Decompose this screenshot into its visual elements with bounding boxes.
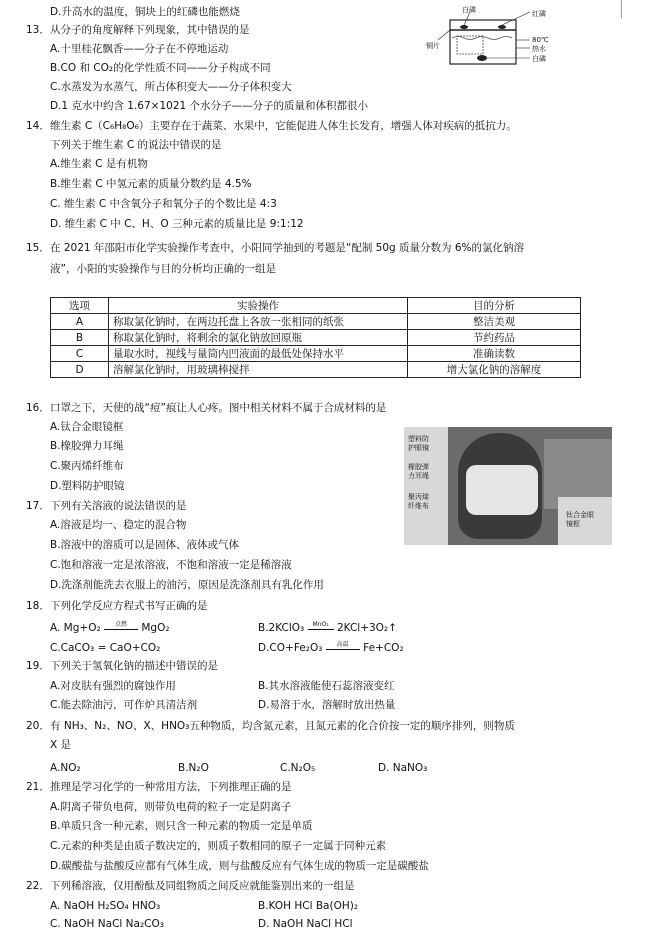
fig-label-white-phosphorus: 白磷 [462,6,476,14]
q21-stem: 21．推理是学习化学的一种常用方法，下列推理正确的是 [26,781,292,793]
q14-option-b: B.维生素 C 中氢元素的质量分数约是 4.5% [50,178,252,190]
white-phosphorus-water [477,55,487,61]
q14-option-a: A.维生素 C 是有机物 [50,158,148,170]
page-edge-mark [621,0,622,18]
q20-stem-cont: X 是 [50,739,72,751]
q19-option-b: B.其水溶液能使石蕊溶液变红 [258,680,395,692]
q16-option-a: A.钛合金眼镜框 [50,421,124,433]
q16-stem: 16．口罩之下，天使的战“痘”痕让人心疼。图中相关材料不属于合成材料的是 [26,402,387,414]
table-header: 选项 [51,298,109,314]
q17-option-d: D.洗涤剂能洗去衣服上的油污，原因是洗涤剂具有乳化作用 [50,579,324,591]
q14-stem-cont: 下列关于维生素 C 的说法中错误的是 [50,139,222,151]
q20-option-a: A.NO₂ [50,762,81,774]
mask-shape [466,465,538,515]
q22-option-d: D. NaOH NaCl HCl [258,918,353,930]
q18-stem: 18．下列化学反应方程式书写正确的是 [26,600,208,612]
q22-option-c: C. NaOH NaCl Na₂CO₃ [50,918,164,930]
q15-stem: 15．在 2021 年邵阳市化学实验操作考查中，小阳同学抽到的考题是“配制 50g 质量分数为 6%的氯化钠溶 [26,242,525,254]
table-header: 目的分析 [408,298,581,314]
q21-option-b: B.单质只含一种元素，则只含一种元素的物质一定是单质 [50,820,313,832]
q17-option-a: A.溶液是均一、稳定的混合物 [50,519,187,531]
q16-option-c: C.聚丙烯纤维布 [50,460,124,472]
table-cell: 整洁美观 [408,314,581,330]
q19-stem: 19．下列关于氢氧化钠的描述中错误的是 [26,660,218,672]
table-cell: 溶解氯化钠时，用玻璃棒搅拌 [109,362,408,378]
q14-option-c: C. 维生素 C 中含氧分子和氧分子的个数比是 4:3 [50,198,277,210]
q13-option-d: D.1 克水中约含 1.67×1021 个水分子——分子的质量和体积都很小 [50,100,369,112]
table-cell: B [51,330,109,346]
table-cell: 量取水时，视线与量筒内凹液面的最低处保持水平 [109,346,408,362]
fig-label-red-phosphorus: 红磷 [532,10,546,18]
q16-option-b: B.橡胶弹力耳绳 [50,440,124,452]
fig-label-hot-water: 热水 [532,45,546,53]
q14-stem: 14．维生素 C（C₆H₈O₆）主要存在于蔬菜、水果中，它能促进人体生长发育，增强人体对疾病的抵抗力。 [26,120,517,132]
mask-photo [404,427,612,545]
table-cell: 节约药品 [408,330,581,346]
photo-label-frame: 钛合金眼镜框 [566,511,594,528]
reaction-arrow: MnO₂ [308,621,334,630]
fig-label-white-phosphorus-2: 白磷 [532,55,546,63]
combustion-apparatus-figure [420,0,590,84]
table-row [51,362,581,378]
reaction-arrow: 点燃 [104,621,138,630]
water-hatching [457,36,483,54]
table-cell: 称取氯化钠时，在两边托盘上各放一张相同的纸张 [109,314,408,330]
q19-option-a: A.对皮肤有强烈的腐蚀作用 [50,680,176,692]
table-row [51,314,581,330]
q18-option-b: B.2KClO₃ MnO₂ 2KCl+3O₂↑ [258,620,397,634]
q13-stem: 13．从分子的角度解释下列现象，其中错误的是 [26,24,250,36]
q20-option-c: C.N₂O₅ [280,762,316,774]
white-phosphorus-top [460,25,468,29]
photo-label-fabric: 聚丙烯纤维布 [408,493,429,510]
q15-table [50,297,581,378]
red-phosphorus [498,25,506,29]
table-cell: C [51,346,109,362]
q17-option-b: B.溶液中的溶质可以是固体、液体或气体 [50,539,240,551]
table-header: 实验操作 [109,298,408,314]
q12-option-d: D.升高水的温度，铜块上的红磷也能燃烧 [50,6,240,18]
q20-stem: 20．有 NH₃、N₂、NO、X、HNO₃五种物质，均含氮元素，且氮元素的化合价按一定的顺序排列，则物质 [26,720,515,732]
q16-option-d: D.塑料防护眼镜 [50,480,125,492]
leader-line [438,30,450,40]
q17-stem: 17．下列有关溶液的说法错误的是 [26,500,187,512]
q20-option-b: B.N₂O [178,762,209,774]
table-cell: D [51,362,109,378]
table-cell: 称取氯化钠时，将剩余的氯化钠放回原瓶 [109,330,408,346]
table-header-row [51,298,581,314]
table-row [51,330,581,346]
hot-water-surface [452,37,512,40]
q13-option-c: C.水蒸发为水蒸气，所占体积变大——分子体积变大 [50,81,292,93]
table-cell: 增大氯化钠的溶解度 [408,362,581,378]
q17-option-c: C.饱和溶液一定是浓溶液，不饱和溶液一定是稀溶液 [50,559,292,571]
q22-option-b: B.KOH HCl Ba(OH)₂ [258,900,359,912]
q21-option-a: A.阴离子带负电荷，则带负电荷的粒子一定是阴离子 [50,801,292,813]
q18-option-a: A. Mg+O₂ 点燃 MgO₂ [50,620,170,634]
q21-option-c: C.元素的种类是由质子数决定的，则质子数相同的原子一定属于同种元素 [50,840,387,852]
q18-option-c: C.CaCO₃ = CaO+CO₂ [50,642,161,654]
table-cell: A [51,314,109,330]
fig-label-copper-sheet: 铜片 [426,42,440,50]
q19-option-c: C.能去除油污，可作炉具清洁剂 [50,699,198,711]
photo-label-goggles: 塑料防护眼镜 [408,435,429,452]
q19-option-d: D.易溶于水，溶解时放出热量 [258,699,396,711]
photo-label-ear-loop: 橡胶弹力耳绳 [408,463,429,480]
q20-option-d: D. NaNO₃ [378,762,428,774]
fig-label-temperature: 80℃ [532,36,549,44]
q21-option-d: D.碳酸盐与盐酸反应都有气体生成，则与盐酸反应有气体生成的物质一定是碳酸盐 [50,860,429,872]
q22-stem: 22．下列稀溶液，仅用酚酞及同组物质之间反应就能鉴别出来的一组是 [26,880,355,892]
table-cell: 准确读数 [408,346,581,362]
q18-option-d: D.CO+Fe₂O₃ 高温 Fe+CO₂ [258,640,404,654]
q22-option-a: A. NaOH H₂SO₄ HNO₃ [50,900,161,912]
q15-stem-cont: 液”，小阳的实验操作与目的分析均正确的一组是 [50,263,276,275]
q13-option-b: B.CO 和 CO₂的化学性质不同——分子构成不同 [50,62,271,74]
q14-option-d: D. 维生素 C 中 C、H、O 三种元素的质量比是 9:1:12 [50,218,304,230]
q13-option-a: A.十里桂花飘香——分子在不停地运动 [50,43,229,55]
reaction-arrow: 高温 [326,641,360,650]
table-row [51,346,581,362]
